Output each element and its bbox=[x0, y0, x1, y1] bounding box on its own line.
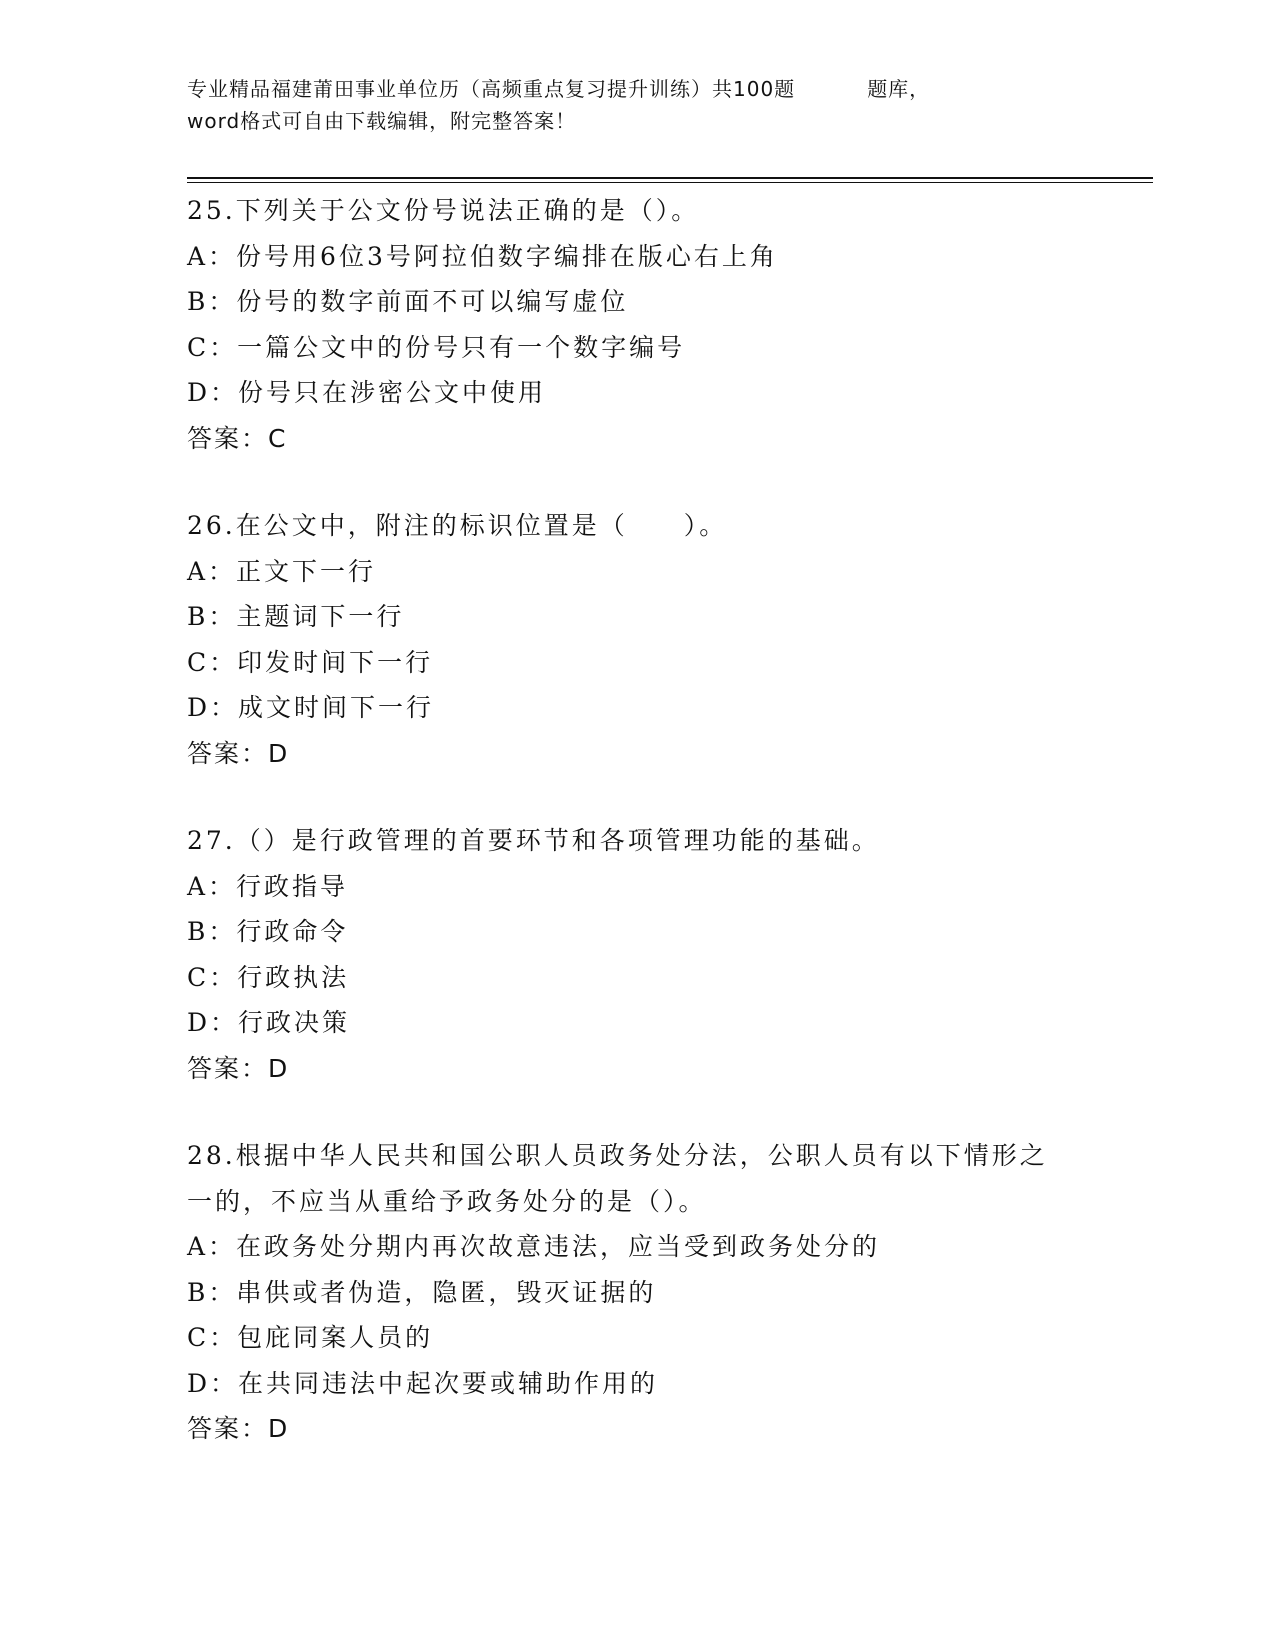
answer: 答案：D bbox=[187, 1414, 290, 1443]
header-line-2: word格式可自由下载编辑，附完整答案！ bbox=[187, 109, 577, 133]
header-divider-thin bbox=[187, 182, 1153, 183]
option-b: B：串供或者伪造，隐匿，毁灭证据的 bbox=[187, 1277, 657, 1307]
option-a: A：份号用6位3号阿拉伯数字编排在版心右上角 bbox=[187, 241, 778, 271]
answer: 答案：C bbox=[187, 423, 288, 453]
option-d: D：成文时间下一行 bbox=[187, 693, 435, 722]
question-stem: 27.（）是行政管理的首要环节和各项管理功能的基础。 bbox=[187, 826, 880, 855]
option-a: A：正文下一行 bbox=[187, 556, 377, 586]
option-b: B：主题词下一行 bbox=[187, 602, 405, 631]
option-c: C：包庇同案人员的 bbox=[187, 1323, 434, 1352]
option-d: D：在共同违法中起次要或辅助作用的 bbox=[187, 1368, 659, 1398]
option-a: A：行政指导 bbox=[187, 871, 349, 901]
question-stem-line-2: 一的，不应当从重给予政务处分的是（）。 bbox=[187, 1186, 707, 1216]
question-28 bbox=[187, 1133, 1087, 1452]
option-c: C：一篇公文中的份号只有一个数字编号 bbox=[187, 332, 686, 362]
document-header bbox=[187, 73, 1087, 137]
option-b: B：行政命令 bbox=[187, 917, 349, 946]
option-d: D：份号只在涉密公文中使用 bbox=[187, 378, 547, 407]
header-line-1 bbox=[187, 73, 1087, 105]
option-d: D：行政决策 bbox=[187, 1008, 351, 1037]
question-list bbox=[187, 188, 1087, 1494]
option-c: C：印发时间下一行 bbox=[187, 647, 434, 677]
header-title: 专业精品福建莆田事业单位历（高频重点复习提升训练）共100题 bbox=[187, 77, 796, 101]
question-stem-line-1: 28.根据中华人民共和国公职人员政务处分法，公职人员有以下情形之 bbox=[187, 1141, 1048, 1170]
answer: 答案：D bbox=[187, 738, 290, 768]
header-divider-thick bbox=[187, 177, 1153, 179]
option-b: B：份号的数字前面不可以编写虚位 bbox=[187, 287, 629, 316]
question-27 bbox=[187, 818, 1087, 1091]
answer: 答案：D bbox=[187, 1053, 290, 1083]
header-title-suffix: 题库， bbox=[867, 77, 931, 101]
question-25 bbox=[187, 188, 1087, 461]
question-stem: 25.下列关于公文份号说法正确的是（）。 bbox=[187, 196, 700, 225]
option-c: C：行政执法 bbox=[187, 962, 350, 992]
question-26 bbox=[187, 503, 1087, 776]
question-stem: 26.在公文中，附注的标识位置是（ ）。 bbox=[187, 511, 728, 540]
option-a: A：在政务处分期内再次故意违法，应当受到政务处分的 bbox=[187, 1232, 881, 1261]
